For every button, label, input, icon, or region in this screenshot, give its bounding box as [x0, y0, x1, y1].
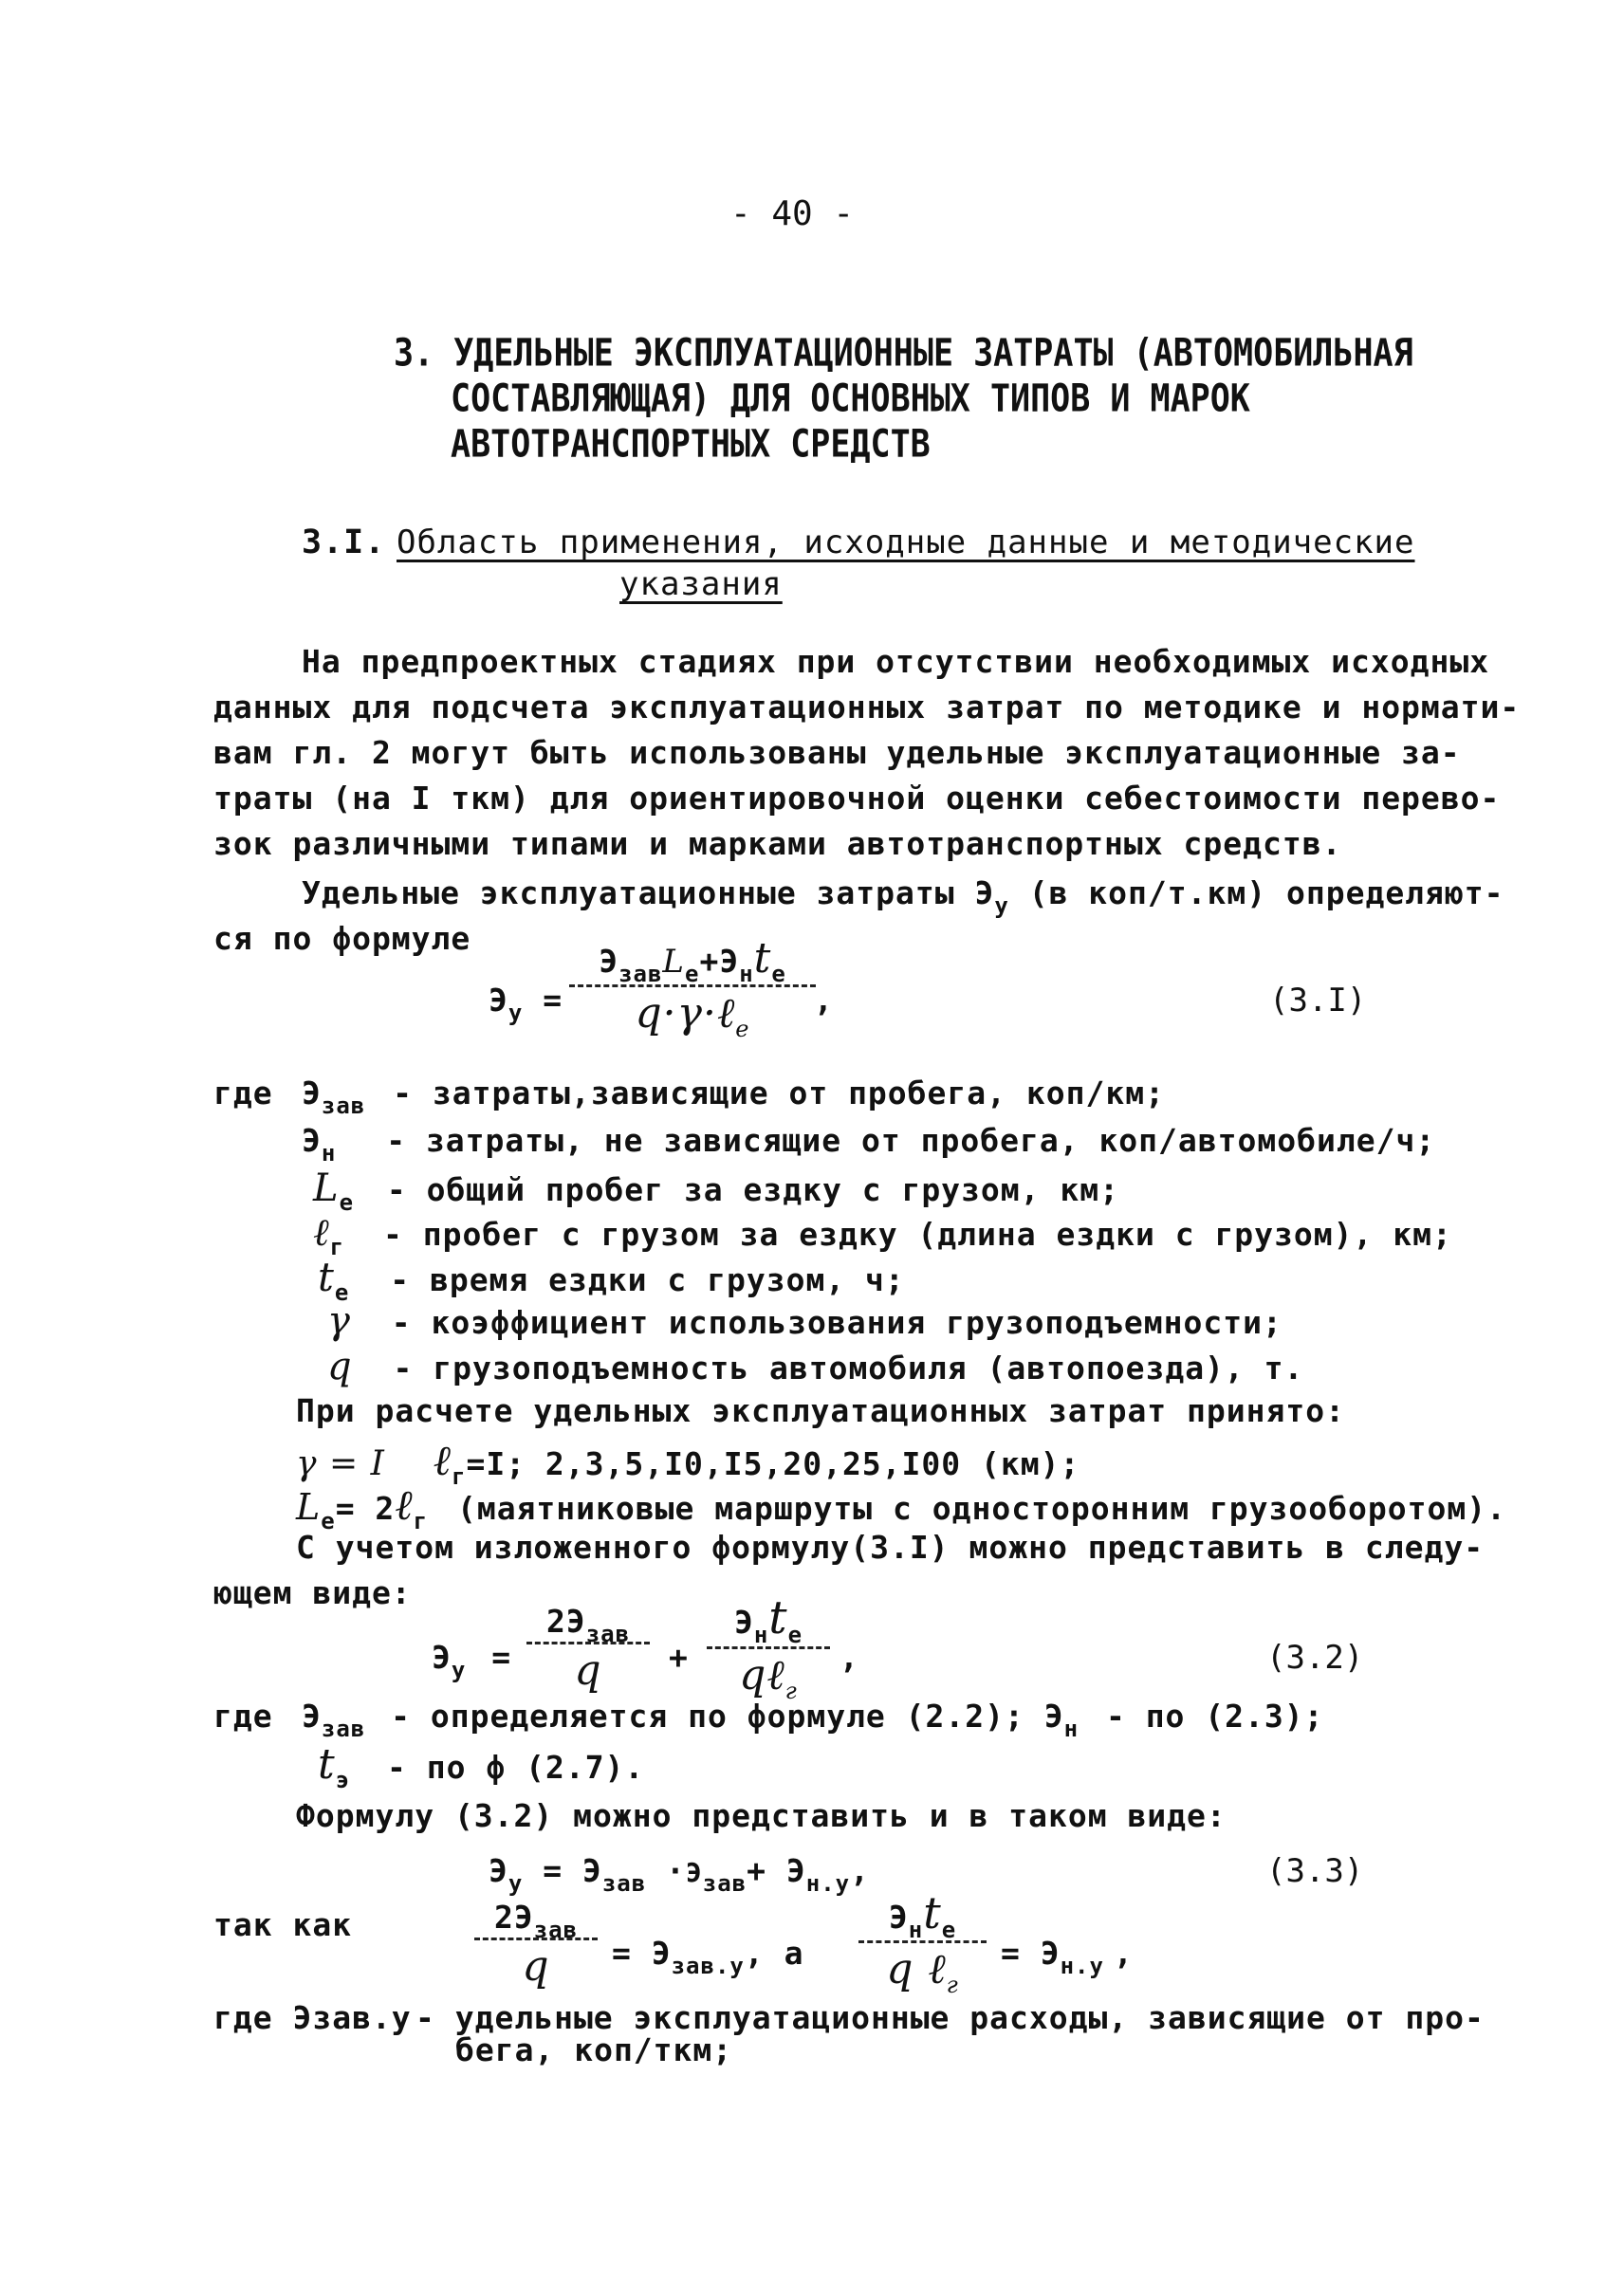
since-numerator-2: $Э_нt_е$	[888, 1887, 957, 1943]
formula-3-2-denominator-2: qℓ$_г$	[739, 1651, 798, 1704]
ell-symbol: ℓ	[433, 1437, 452, 1485]
formula-3-1-denominator: q·γ·ℓ$_е$	[635, 989, 750, 1042]
formula-3-2-comma: ,	[840, 1639, 859, 1676]
since-denominator-2: q ℓ$_г$	[886, 1945, 959, 1998]
formula-3-2-number: (3.2)	[1266, 1639, 1364, 1677]
formula-3-1-lhs-symbol: Э	[489, 982, 508, 1019]
paragraph-1-line-2: данных для подсчета эксплуатационных затрат по методике и нормати-	[213, 689, 1521, 726]
paragraph-1-line-3: вам гл. 2 могут быть использованы удельные эксплуатационные за-	[213, 734, 1461, 771]
formula-3-2-numerator-1: $2Э_{зав}$	[545, 1603, 631, 1647]
routes-description: (маятниковые маршруты с односторонним грузооборотом).	[456, 1490, 1506, 1527]
section-heading-line-1: 3. УДЕЛЬНЫЕ ЭКСПЛУАТАЦИОННЫЕ ЗАТРАТЫ (АВТОМОБИЛЬНАЯ	[394, 332, 1413, 376]
paragraph-2-line-1	[302, 874, 1504, 919]
formula-3-3: $Э_у = Э_{зав} \cdot Э_{зав}+ Э_{н.у}$,	[489, 1852, 870, 1897]
section-heading-line-2: СОСТАВЛЯЮЩАЯ) ДЛЯ ОСНОВНЫХ ТИПОВ И МАРОК	[451, 377, 1250, 421]
definition-sub: е	[334, 1279, 350, 1306]
accepted-note-line-1: С учетом изложенного формулу(3.I) можно представить в следу-	[296, 1529, 1485, 1566]
formula-3-2-fraction-1	[526, 1603, 650, 1695]
equals-two: = 2	[335, 1490, 396, 1527]
formula-3-2-numerator-2: $Э_нt_е$	[733, 1591, 803, 1648]
definition-symbol: γ	[327, 1299, 351, 1343]
distance-values: =I; 2,3,5,I0,I5,20,25,I00 (км);	[466, 1445, 1080, 1482]
last-definition-line-1: - удельные эксплуатационные расходы, зависящие от про-	[415, 1999, 1485, 2036]
subsection-title-line-2: указания	[619, 565, 783, 603]
since-denominator-1: q	[522, 1942, 550, 1991]
gamma-value: γ = I	[296, 1444, 385, 1483]
accepted-note-line-2: ющем виде:	[213, 1574, 412, 1611]
formula-3-1-equals: =	[543, 982, 563, 1019]
accepted-intro: При расчете удельных эксплуатационных затрат принято:	[296, 1392, 1345, 1429]
definition-row	[318, 1254, 905, 1306]
where-2-label: где	[213, 1698, 273, 1735]
last-definition-line-2: бега, коп/ткм;	[455, 2031, 733, 2068]
where-2-line-2: $t_э$ - по ф (2.7).	[318, 1740, 645, 1793]
since-label: так как	[213, 1906, 353, 1943]
formula-3-2-denominator-1: q	[574, 1646, 602, 1695]
definition-symbol: Э	[302, 1075, 322, 1111]
formula-3-2-fraction-2	[707, 1591, 830, 1704]
definition-text: - грузоподъемность автомобиля (автопоезда), т.	[393, 1350, 1304, 1387]
ell-sub: г	[452, 1463, 467, 1490]
definition-symbol: Э	[302, 1122, 322, 1159]
paragraph-2-line-2: ся по формуле	[213, 920, 471, 957]
subsection-title-line-1: Область применения, исходные данные и методические	[397, 523, 1415, 561]
formula-3-1-fraction	[569, 934, 816, 1042]
since-numerator-1: $2Э_{зав}$	[493, 1899, 579, 1943]
formula-3-3-intro: Формулу (3.2) можно представить и в таком виде:	[296, 1797, 1227, 1834]
paragraph-1-line-4: траты (на I ткм) для ориентировочной оценки себестоимости перево-	[213, 780, 1501, 817]
formula-3-1-numerator: $Э_{зав}L_е+Э_нt_е$	[599, 934, 786, 987]
definition-sub: г	[329, 1234, 345, 1260]
formula-3-1-number: (3.I)	[1269, 982, 1367, 1019]
ell-symbol: ℓ	[395, 1481, 414, 1530]
definition-text: - затраты,зависящие от пробега, коп/км;	[393, 1075, 1165, 1111]
formula-3-2-lhs: $Э_у$ =	[432, 1639, 512, 1683]
formula-3-2-plus: +	[669, 1639, 689, 1676]
definition-text: - затраты, не зависящие от пробега, коп/автомобиле/ч;	[386, 1122, 1436, 1159]
ell-sub: г	[413, 1508, 429, 1534]
definition-text: - пробег с грузом за ездку (длина ездки с грузом), км;	[383, 1216, 1452, 1253]
paragraph-1-line-5: зок различными типами и марками автотранспортных средств.	[213, 825, 1342, 862]
where-2-line-1: $Э_{зав}$ - определяется по формуле (2.2); $Э_н$ - по (2.3);	[302, 1698, 1324, 1742]
definitions-where-label: где	[213, 1075, 273, 1111]
definition-sub: н	[321, 1140, 337, 1166]
formula-3-2-fraction-bar-2	[707, 1646, 830, 1649]
definition-sub: е	[339, 1189, 355, 1216]
definition-text: - коэффициент использования грузоподъемности;	[391, 1304, 1283, 1341]
definition-row	[302, 1075, 1165, 1119]
L-symbol: L	[296, 1486, 322, 1528]
paragraph-2-text-b: (в коп/т.км) определяют-	[1008, 874, 1504, 911]
formula-3-1-lhs-sub: у	[508, 1000, 524, 1026]
last-definition-label: где Эзав.у	[213, 1999, 412, 2036]
definition-text: - общий пробег за ездку с грузом, км;	[386, 1171, 1119, 1208]
accepted-values-line	[296, 1437, 1080, 1490]
definition-symbol: q	[327, 1345, 353, 1388]
definition-row	[313, 1210, 1452, 1260]
accepted-routes-line	[296, 1481, 1506, 1534]
definition-sub: зав	[321, 1093, 366, 1119]
formula-3-1-comma: ,	[814, 982, 834, 1019]
paragraph-1-line-1: На предпроектных стадиях при отсутствии необходимых исходных	[302, 643, 1490, 680]
definition-row	[313, 1166, 1119, 1216]
since-fraction-2	[858, 1887, 987, 1998]
definition-row	[327, 1299, 1283, 1343]
definition-text: - время ездки с грузом, ч;	[390, 1261, 905, 1298]
L-sub: е	[321, 1508, 336, 1534]
definition-symbol: L	[313, 1166, 340, 1210]
subsection-number: 3.I.	[302, 523, 386, 561]
section-heading-line-3: АВТОТРАНСПОРТНЫХ СРЕДСТВ	[451, 423, 931, 467]
formula-3-1-lhs	[489, 982, 563, 1026]
page-number: - 40 -	[730, 194, 855, 233]
definition-symbol: ℓ	[313, 1211, 330, 1255]
since-fraction-1	[474, 1899, 598, 1991]
since-equals-2: = $Э_{н.у}$ ,	[1001, 1935, 1134, 1979]
definition-symbol: t	[318, 1254, 335, 1300]
paragraph-2-sub: у	[994, 892, 1009, 919]
definition-row	[327, 1345, 1303, 1388]
definition-row	[302, 1122, 1436, 1166]
paragraph-2-text-a: Удельные эксплуатационные затраты Э	[302, 874, 995, 911]
since-equals-1: = $Э_{зав.у}$, а	[612, 1935, 804, 1979]
formula-3-3-number: (3.3)	[1266, 1852, 1364, 1890]
